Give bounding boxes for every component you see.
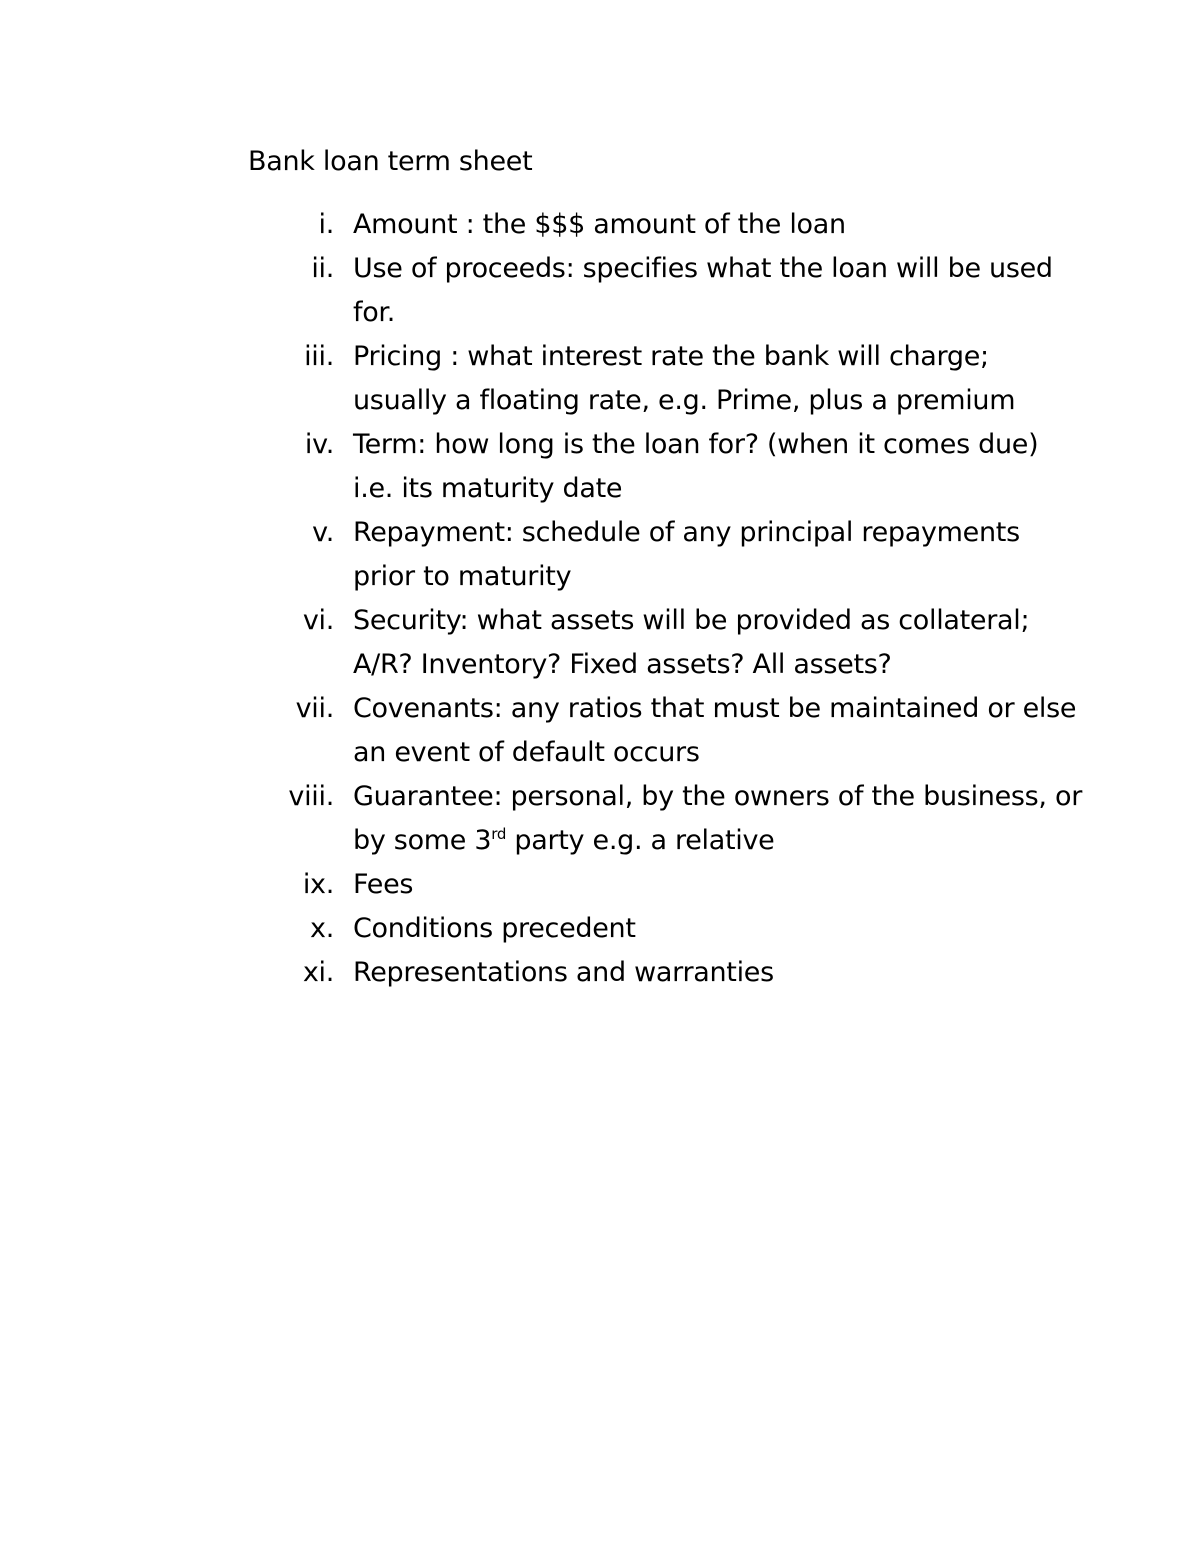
ordinal-superscript: rd — [491, 825, 507, 843]
list-item-line: prior to maturity — [353, 561, 572, 592]
list-item-text — [353, 599, 1073, 687]
list-item-line: Repayment: schedule of any principal repayments — [353, 517, 1020, 548]
list-item-text — [353, 775, 1083, 863]
list-item-number: iii. — [304, 341, 334, 372]
list-item-number: ii. — [311, 253, 334, 284]
list-item-line: an event of default occurs — [353, 737, 700, 768]
list-item-number: iv. — [304, 429, 334, 460]
list-item-text — [353, 951, 1073, 995]
list-item-text — [353, 687, 1077, 775]
list-item-line: A/R? Inventory? Fixed assets? All assets? — [353, 649, 892, 680]
list-item-line-start: by some 3 — [353, 825, 492, 856]
list-item-number: i. — [318, 209, 334, 240]
list-item-number: x. — [310, 913, 334, 944]
list-item-text — [353, 863, 1073, 907]
list-item-line: Representations and warranties — [353, 957, 774, 988]
list-item-line: for. — [353, 297, 396, 328]
list-item-line-end: party e.g. a relative — [506, 825, 775, 856]
list-item-line: Covenants: any ratios that must be maintained or else — [353, 693, 1077, 724]
list-item-number: v. — [312, 517, 334, 548]
list-item-number: xi. — [302, 957, 334, 988]
list-item-line — [353, 819, 1073, 863]
list-item-line: Conditions precedent — [353, 913, 636, 944]
list-item-line: Amount : the $$$ amount of the loan — [353, 209, 846, 240]
list-item-text — [353, 907, 1073, 951]
list-item-line: Security: what assets will be provided as collateral; — [353, 605, 1030, 636]
list-item-text — [353, 511, 1073, 599]
list-item-text — [353, 203, 1073, 247]
list-item-line: Pricing : what interest rate the bank will charge; — [353, 341, 989, 372]
list-item-number: ix. — [302, 869, 334, 900]
list-item-number: vi. — [302, 605, 334, 636]
list-item-text — [353, 423, 1073, 511]
list-item-text — [353, 247, 1073, 335]
list-item-number: vii. — [295, 693, 334, 724]
list-item-number: viii. — [288, 781, 334, 812]
document-title: Bank loan term sheet — [248, 146, 533, 177]
list-item-line: Guarantee: personal, by the owners of the business, or — [353, 781, 1083, 812]
list-item-line: Fees — [353, 869, 414, 900]
list-item-line: Term: how long is the loan for? (when it comes due) — [353, 429, 1039, 460]
list-item-line: i.e. its maturity date — [353, 473, 623, 504]
list-item-line: Use of proceeds: specifies what the loan will be used — [353, 253, 1053, 284]
list-item-text — [353, 335, 1073, 423]
list-item-line: usually a floating rate, e.g. Prime, plus a premium — [353, 385, 1016, 416]
